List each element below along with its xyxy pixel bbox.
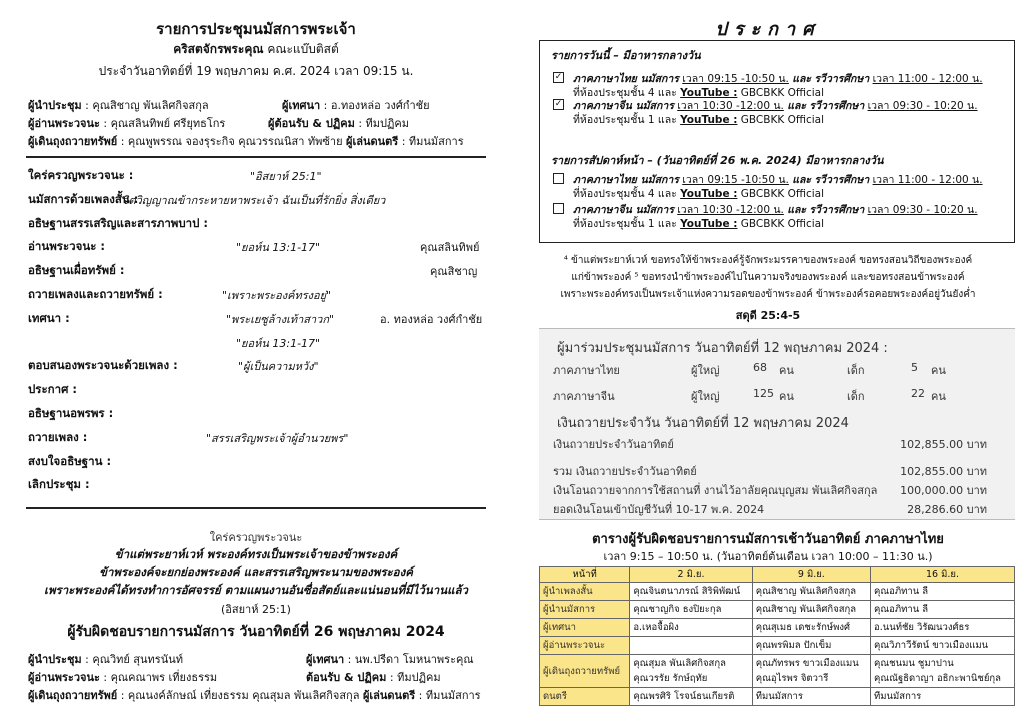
program-title: รายการประชุมนมัสการพระเจ้า <box>156 20 356 38</box>
order-label: เทศนา : <box>28 310 70 325</box>
announcements-title: ประกาศ <box>715 19 821 40</box>
duty-subtitle: เวลา 9:15 – 10:50 น. (วันอาทิตย์ต้นเดือน เวลา 10:00 – 11:30 น.) <box>603 550 933 563</box>
attendance-unit1: คน <box>779 364 794 377</box>
duty-role-cell: ผู้เทศนา <box>540 619 630 637</box>
contemplation-heading: ใคร่ครวญพระวจนะ <box>209 531 303 544</box>
study-time: เวลา 11:00 - 12:00 น. <box>872 73 983 85</box>
church-name: คริสตจักรพระคุณ <box>173 42 264 56</box>
duty-person-cell: คุณวิภาวีรัตน์ ขาวเมืองแมน <box>870 637 1014 655</box>
service-name: ภาคภาษาจีน นมัสการ <box>573 100 674 112</box>
reader-role: ผู้อ่านพระวจนะ : คุณสลินทิพย์ ศรียุทธโกร <box>28 117 226 130</box>
room: ที่ห้องประชุมชั้น 1 และ <box>573 218 677 230</box>
study-time: เวลา 09:30 - 10:20 น. <box>867 100 978 112</box>
order-label: นมัสการด้วยเพลงสั้น : <box>28 191 139 206</box>
duty-person-cell: ทีมนมัสการ <box>752 688 870 706</box>
next-preacher-role: ผู้เทศนา : นพ.ปรีดา โมหนาพระคุณ <box>306 653 474 666</box>
order-value: "อิสยาห์ 25:1" <box>250 170 322 183</box>
schedule-location <box>573 215 824 232</box>
duty-body <box>540 583 1015 706</box>
duty-person-cell: อ.นนท์ชัย วิรัฒนวงศ์ธร <box>870 619 1014 637</box>
room: ที่ห้องประชุมชั้น 4 และ <box>573 87 677 99</box>
duty-role-cell: ดนตรี <box>540 688 630 706</box>
attendance-adult-label: ผู้ใหญ่ <box>691 390 720 403</box>
study-name: รวีวารศึกษา <box>814 73 870 85</box>
contemplation-reference: (อิสยาห์ 25:1) <box>221 603 291 616</box>
youtube-label: YouTube : <box>680 114 738 126</box>
order-value: "ยอห์น 13:1-17" <box>236 336 321 350</box>
study-name: รวีวารศึกษา <box>809 204 865 216</box>
usher-role: ผู้ต้อนรับ & ปฏิคม : ทีมปฏิคม <box>268 117 410 130</box>
service-time: เวลา 10:30 -12:00 น. <box>677 204 784 216</box>
order-value: "พระเยซูล้างเท้าสาวก" <box>226 312 335 326</box>
verse-reference: สดุดี 25:4-5 <box>735 309 801 322</box>
announcements-panel <box>512 0 1024 725</box>
attendance-unit2: คน <box>931 390 946 403</box>
offering-amount: 102,855.00 บาท <box>900 465 987 478</box>
service-name: ภาคภาษาจีน นมัสการ <box>573 204 674 216</box>
duty-row <box>540 637 1015 655</box>
duty-role-cell: ผู้เดินถุงถวายทรัพย์ <box>540 655 630 688</box>
duty-person-cell <box>870 655 1014 688</box>
duty-person-cell: คุณพรพิมล ปักเข็ม <box>752 637 870 655</box>
youtube-label: YouTube : <box>680 87 738 99</box>
order-value: จิตวิญญาณข้ากระหายหาพระเจ้า ฉันเป็นที่รักยิ่ง สิ่งเดียว <box>122 193 386 207</box>
verse-line: ⁴ ข้าแต่พระยาห์เวห์ ขอทรงให้ข้าพระองค์รู้จักพระมรรคาของพระองค์ ขอทรงสอนวิถีของพระองค์ <box>563 255 973 266</box>
duty-person-cell <box>630 637 752 655</box>
order-value: "ผู้เป็นความหวัง" <box>238 360 319 374</box>
service-time: เวลา 09:15 -10:50 น. <box>682 73 789 85</box>
verse-line: เพราะพระองค์ทรงเป็นพระเจ้าแห่งความรอดของข้าพระองค์ ข้าพระองค์รอคอยพระองค์อยู่วันยังค่ำ <box>560 289 976 300</box>
order-label: สงบใจอธิษฐาน : <box>28 453 112 468</box>
attendance-adults: 125 <box>753 387 774 400</box>
contemplation-line: ข้าพระองค์จะยกย่องพระองค์ และสรรเสริญพระนามของพระองค์ <box>99 565 413 579</box>
service-name: ภาคภาษาไทย นมัสการ <box>573 73 679 85</box>
offering-amount: 28,286.60 บาท <box>907 503 987 516</box>
order-label: ถวายเพลงและถวายทรัพย์ : <box>28 287 163 301</box>
duty-header-cell: หน้าที่ <box>540 567 630 583</box>
offering-label: รวม เงินถวายประจำวันอาทิตย์ <box>553 465 697 478</box>
channel-name: GBCBKK Official <box>740 188 825 200</box>
room: ที่ห้องประชุมชั้น 1 และ <box>573 114 677 126</box>
duty-person-cell: คุณพรศิริ โรจน์ธนเกียรติ <box>630 688 752 706</box>
duty-row <box>540 601 1015 619</box>
order-label: อธิษฐานสรรเสริญและสารภาพบาป : <box>28 215 209 230</box>
offering-label: เงินถวายประจำวันอาทิตย์ <box>553 438 674 451</box>
checkbox-icon <box>553 203 564 214</box>
attendance-child-label: เด็ก <box>847 364 865 377</box>
next-week-title: ผู้รับผิดชอบรายการนมัสการ วันอาทิตย์ที่ 26 พฤษภาคม 2024 <box>67 624 445 640</box>
duty-header-cell: 16 มิ.ย. <box>870 567 1014 583</box>
duty-person-cell: คุณสิชาญ พันเลิศกิจสกุล <box>752 583 870 601</box>
conjunction: และ <box>792 174 812 186</box>
duty-person-cell: คุณสิชาญ พันเลิศกิจสกุล <box>752 601 870 619</box>
duty-person-cell: คุณอภิทาน ลี <box>870 583 1014 601</box>
duty-title: ตารางผู้รับผิดชอบรายการนมัสการเช้าวันอาทิตย์ ภาคภาษาไทย <box>592 532 944 547</box>
study-name: รวีวารศึกษา <box>814 174 870 186</box>
stats-panel <box>539 328 1015 520</box>
order-person: คุณสิชาญ <box>430 265 478 279</box>
duty-table <box>539 566 1015 706</box>
attendance-group: ภาคภาษาไทย <box>553 364 620 377</box>
divider-top <box>26 156 486 158</box>
duty-person-cell: คุณจินตนาภรณ์ สิริพิพัฒน์ <box>630 583 752 601</box>
duty-header-cell: 9 มิ.ย. <box>752 567 870 583</box>
duty-person-line: คุณณัฐธิดาญา อธิกะพานิชย์กุล <box>873 673 1001 684</box>
next-offering-role: ผู้เดินถุงถวายทรัพย์ : คุณนงค์ลักษณ์ เที่ยงธรรม คุณสุมล พันเลิศกิจสกุล ผู้เล่นดนตรี : ทีมนมัสการ <box>28 689 481 702</box>
order-label: ถวายเพลง : <box>28 429 88 444</box>
attendance-adult-label: ผู้ใหญ่ <box>691 364 720 377</box>
attendance-children: 22 <box>911 387 925 400</box>
duty-role-cell: ผู้อ่านพระวจนะ <box>540 637 630 655</box>
youtube-label: YouTube : <box>680 188 738 200</box>
offering-amount: 100,000.00 บาท <box>900 484 987 497</box>
schedule-location <box>573 185 824 202</box>
order-label: ตอบสนองพระวจนะด้วยเพลง : <box>28 358 178 373</box>
duty-person-line: คุณภัทรพร ขาวเมืองแมน <box>755 658 859 669</box>
schedule-location <box>573 111 824 128</box>
program-date: ประจำวันอาทิตย์ที่ 19 พฤษภาคม ค.ศ. 2024 เวลา 09:15 น. <box>98 64 414 78</box>
duty-person-line: คุณวรรัย รักษ์ฤทัย <box>633 673 708 684</box>
duty-row <box>540 655 1015 688</box>
conjunction: และ <box>787 204 807 216</box>
duty-person-line: คุณอุไรพร จิตวารี <box>755 673 829 684</box>
study-time: เวลา 09:30 - 10:20 น. <box>867 204 978 216</box>
channel-name: GBCBKK Official <box>740 218 825 230</box>
order-person: อ. ทองหล่อ วงศ์กำชัย <box>380 312 483 326</box>
study-time: เวลา 11:00 - 12:00 น. <box>872 174 983 186</box>
duty-person-cell <box>630 655 752 688</box>
schedule-box <box>539 40 1015 243</box>
service-time: เวลา 09:15 -10:50 น. <box>682 174 789 186</box>
attendance-children: 5 <box>911 361 918 374</box>
church-name-line <box>0 40 512 59</box>
order-value: "ยอห์น 13:1-17" <box>236 241 321 255</box>
duty-person-cell <box>752 655 870 688</box>
next-week-heading: รายการสัปดาห์หน้า – (วันอาทิตย์ที่ 26 พ.ค. 2024) มีอาหารกลางวัน <box>551 154 884 167</box>
offering-role: ผู้เดินถุงถวายทรัพย์ : คุณพูพรรณ จองรุระกิจ คุณวรรณนิสา ทัพซ้าย ผู้เล่นดนตรี : ทีมนมัสการ <box>28 135 464 148</box>
checkbox-icon <box>553 173 564 184</box>
duty-role-cell: ผู้นำนมัสการ <box>540 601 630 619</box>
attendance-adults: 68 <box>753 361 767 374</box>
preacher-role: ผู้เทศนา : อ.ทองหล่อ วงศ์กำชัย <box>282 99 430 112</box>
attendance-unit1: คน <box>779 390 794 403</box>
youtube-label: YouTube : <box>680 218 738 230</box>
duty-role-cell: ผู้นำเพลงสั้น <box>540 583 630 601</box>
order-value: "สรรเสริญพระเจ้าผู้อำนวยพร" <box>206 431 349 445</box>
attendance-group: ภาคภาษาจีน <box>553 390 615 403</box>
duty-person-cell: คุณชาญกิจ ธงปิยะกุล <box>630 601 752 619</box>
offering-amount: 102,855.00 บาท <box>900 438 987 451</box>
order-value: "เพราะพระองค์ทรงอยู่" <box>222 289 332 302</box>
offering-label: เงินโอนถวายจากการใช้สถานที่ งานไว้อาลัยคุณบุญสม พันเลิศกิจสกุล <box>553 484 878 497</box>
church-denomination: คณะแบ๊บติสต์ <box>267 42 339 56</box>
attendance-heading: ผู้มาร่วมประชุมนมัสการ วันอาทิตย์ที่ 12 พฤษภาคม 2024 : <box>557 341 888 356</box>
conjunction: และ <box>787 100 807 112</box>
duty-row <box>540 583 1015 601</box>
duty-person-line: คุณชนมน ชูมาปาน <box>873 658 954 669</box>
duty-person-line: คุณสุมล พันเลิศกิจสกุล <box>633 658 726 669</box>
order-person: คุณสลินทิพย์ <box>420 241 480 255</box>
contemplation-line: ข้าแต่พระยาห์เวห์ พระองค์ทรงเป็นพระเจ้าของข้าพระองค์ <box>114 547 398 561</box>
order-label: เลิกประชุม : <box>28 477 90 492</box>
duty-person-cell: คุณสุเมธ เดชะรักษ์พงศ์ <box>752 619 870 637</box>
order-label: อ่านพระวจนะ : <box>28 239 105 254</box>
channel-name: GBCBKK Official <box>740 87 825 99</box>
duty-person-cell: ทีมนมัสการ <box>870 688 1014 706</box>
next-usher-role: ต้อนรับ & ปฏิคม : ทีมปฏิคม <box>306 671 441 684</box>
next-reader-role: ผู้อ่านพระวจนะ : คุณคณาพร เที่ยงธรรม <box>28 671 218 684</box>
duty-person-cell: คุณอภิทาน ลี <box>870 601 1014 619</box>
divider-bottom <box>26 507 486 509</box>
verse-line: แก่ข้าพระองค์ ⁵ ขอทรงนำข้าพระองค์ไปในความจริงของพระองค์ และขอทรงสอนข้าพระองค์ <box>571 272 965 283</box>
attendance-child-label: เด็ก <box>847 390 865 403</box>
attendance-unit2: คน <box>931 364 946 377</box>
duty-row <box>540 688 1015 706</box>
channel-name: GBCBKK Official <box>740 114 825 126</box>
service-time: เวลา 10:30 -12:00 น. <box>677 100 784 112</box>
duty-header-row <box>540 567 1015 583</box>
service-name: ภาคภาษาไทย นมัสการ <box>573 174 679 186</box>
order-label: อธิษฐานอพรพร : <box>28 406 114 420</box>
duty-person-cell: อ.เหอจื้อผิง <box>630 619 752 637</box>
order-label: ใคร่ครวญพระวจนะ : <box>28 168 134 182</box>
order-label: อธิษฐานเผื่อทรัพย์ : <box>28 263 125 278</box>
order-label: ประกาศ : <box>28 382 77 397</box>
checkbox-icon: ✓ <box>554 72 563 82</box>
duty-row <box>540 619 1015 637</box>
conjunction: และ <box>792 73 812 85</box>
offering-heading: เงินถวายประจำวัน วันอาทิตย์ที่ 12 พฤษภาคม 2024 <box>557 416 849 431</box>
checkbox-icon: ✓ <box>554 99 563 109</box>
offering-label: ยอดเงินโอนเข้าบัญชีวันที่ 10-17 พ.ค. 2024 <box>553 503 765 516</box>
duty-header-cell: 2 มิ.ย. <box>630 567 752 583</box>
today-heading: รายการวันนี้ – มีอาหารกลางวัน <box>551 49 701 62</box>
leader-role: ผู้นำประชุม : คุณสิชาญ พันเลิศกิจสกุล <box>28 99 209 112</box>
study-name: รวีวารศึกษา <box>809 100 865 112</box>
room: ที่ห้องประชุมชั้น 4 และ <box>573 188 677 200</box>
contemplation-line: เพราะพระองค์ได้ทรงทำการอัศจรรย์ ตามแผนงานอันซื่อสัตย์และแน่นอนที่มีไว้นานแล้ว <box>44 583 468 597</box>
next-leader-role: ผู้นำประชุม : คุณวิทย์ สุนทรนันท์ <box>28 653 183 666</box>
